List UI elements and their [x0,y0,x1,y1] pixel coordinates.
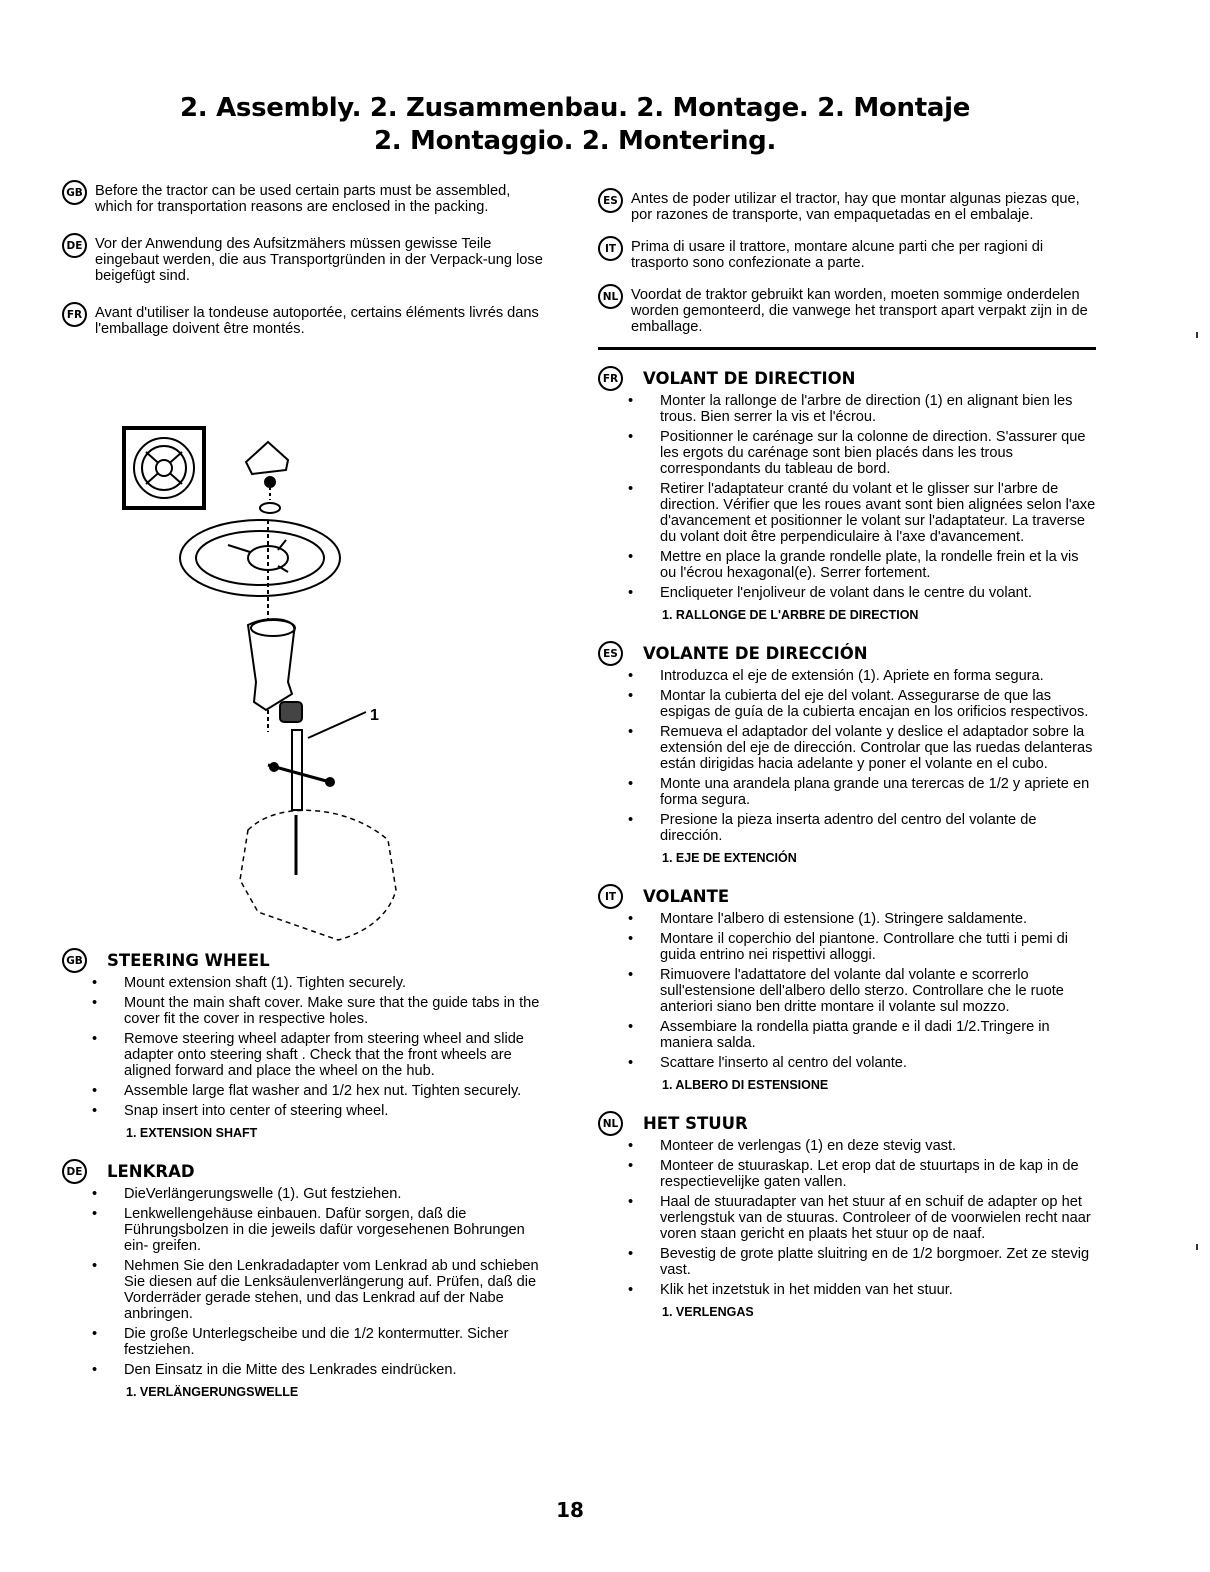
intro-fr [62,305,550,337]
step-de-2: • Lenkwellengehäuse einbauen. Dafür sorgen, daß die Führungsbolzen in die jeweils dafür vorgesehenen Bohrungen ein- greifen. [62,1206,550,1254]
step-es-1: • Introduzca el eje de extensión (1). Apriete en forma segura. [598,668,1096,684]
section-title-es: VOLANTE DE DIRECCIÓN [643,643,868,663]
lang-badge-nl: NL [598,284,623,309]
step-gb-5: • Snap insert into center of steering wheel. [62,1103,550,1119]
caption-es: 1. EJE DE EXTENCIÓN [662,851,797,865]
page-title [0,92,1150,158]
intro-text-it: Prima di usare il trattore, montare alcune parti che per ragioni di trasporto sono confezionate a parte. [631,239,1044,271]
lang-badge-it-section: IT [598,884,623,909]
lang-badge-fr-section: FR [598,366,623,391]
section-title-fr: VOLANT DE DIRECTION [643,368,856,388]
column-housing [240,810,396,940]
steering-assembly-figure [118,420,418,960]
page-title-line-1: 2. Assembly. 2. Zusammenbau. 2. Montage. 2. Montaje [179,93,971,123]
page-number: 18 [556,1498,584,1522]
callout-line [308,712,366,738]
intro-de [62,236,550,284]
caption-gb: 1. EXTENSION SHAFT [126,1126,258,1140]
intro-it [598,239,1096,271]
hex-nut [265,477,275,487]
section-head-de [62,1159,550,1184]
step-es-2: • Montar la cubierta del eje del volant. Assegurarse de que las espigas de guía de la cubierta encajan en los orificios respectivos. [598,688,1096,720]
step-gb-3: • Remove steering wheel adapter from steering wheel and slide adapter onto steering shaft . Check that the front wheels are aligned forward and place the wheel on the hub. [62,1031,550,1079]
step-nl-4: • Bevestig de grote platte sluitring en de 1/2 borgmoer. Zet ze stevig vast. [598,1246,1096,1278]
center-cap [246,442,288,474]
right-column [598,191,1096,1338]
step-fr-4: • Mettre en place la grande rondelle plate, la rondelle frein et la vis ou l'écrou hexagonal(e). Serrer fortement. [598,549,1096,581]
lang-badge-es: ES [598,188,623,213]
step-gb-1: • Mount extension shaft (1). Tighten securely. [62,975,550,991]
intro-nl [598,287,1096,335]
step-gb-4: • Assemble large flat washer and 1/2 hex nut. Tighten securely. [62,1083,550,1099]
intro-gb [62,183,550,215]
step-de-5: • Den Einsatz in die Mitte des Lenkrades eindrücken. [62,1362,550,1378]
steps-de [62,1186,550,1378]
step-de-3: • Nehmen Sie den Lenkradadapter vom Lenkrad ab und schieben Sie diesen auf die Lenksäulenverlängerung auf. Prüfen, daß die Vorderräder gerade stehen, und das Lenkrad auf der Nabe anbringen. [62,1258,550,1322]
step-it-4: • Assembiare la rondella piatta grande e il dadi 1/2.Tringere in maniera salda. [598,1019,1096,1051]
step-es-5: • Presione la pieza inserta adentro del centro del volante de dirección. [598,812,1096,844]
step-it-1: • Montare l'albero di estensione (1). Stringere saldamente. [598,911,1096,927]
page-title-line-2: 2. Montaggio. 2. Montering. [373,126,777,156]
margin-mark [1196,1244,1198,1250]
lang-badge-gb-section: GB [62,948,87,973]
step-es-4: • Monte una arandela plana grande una terercas de 1/2 y apriete en forma segura. [598,776,1096,808]
intro-text-nl: Voordat de traktor gebruikt kan worden, moeten sommige onderdelen worden gemonteerd, die vanwege het transport apart verpakt zijn in de emballage. [631,287,1088,335]
steps-gb [62,975,550,1119]
callout-number: 1 [370,707,379,724]
margin-mark [1196,332,1198,338]
intro-text-gb: Before the tractor can be used certain parts must be assembled, which for transportation reasons are enclosed in the packing. [95,183,511,215]
lang-badge-it: IT [598,236,623,261]
step-it-5: • Scattare l'inserto al centro del volante. [598,1055,1096,1071]
step-nl-5: • Klik het inzetstuk in het midden van het stuur. [598,1282,1096,1298]
section-it [598,884,1096,1093]
steering-assembly-diagram [118,420,418,960]
steps-nl [598,1138,1096,1298]
section-head-it [598,884,1096,909]
lang-badge-nl-section: NL [598,1111,623,1136]
step-nl-3: • Haal de stuuradapter van het stuur af en schuif de adapter op het verlengstuk van de stuuras. Controleer of de voorwielen recht naar voren staan gericht en plaats het stuur op de naaf. [598,1194,1096,1242]
section-head-fr [598,366,1096,391]
section-head-nl [598,1111,1096,1136]
step-nl-1: • Monteer de verlengas (1) en deze stevig vast. [598,1138,1096,1154]
step-es-3: • Remueva el adaptador del volante y deslice el adaptador sobre la extensión del eje de dirección. Controlar que las ruedas delanteras están dirigidas hacia adelante y poner el volante en el cubo. [598,724,1096,772]
section-title-it: VOLANTE [643,886,730,906]
section-de [62,1159,550,1400]
steps-it [598,911,1096,1071]
step-de-4: • Die große Unterlegscheibe und die 1/2 kontermutter. Sicher festziehen. [62,1326,550,1358]
step-fr-2: • Positionner le carénage sur la colonne de direction. S'assurer que les ergots du carénage sont bien placés dans les trous correspondants du tableau de bord. [598,429,1096,477]
section-title-gb: STEERING WHEEL [107,950,270,970]
intro-es [598,191,1096,223]
flat-washer [260,503,280,513]
step-it-2: • Montare il coperchio del piantone. Controllare che tutti i pemi di guida entrino nei rispettivi alloggi. [598,931,1096,963]
section-gb [62,948,550,1141]
section-title-nl: HET STUUR [643,1113,748,1133]
intro-text-es: Antes de poder utilizar el tractor, hay que montar algunas piezas que, por razones de transporte, van empaquetadas en el embalaje. [631,191,1080,223]
section-nl [598,1111,1096,1320]
section-title-de: LENKRAD [107,1161,195,1181]
section-es [598,641,1096,866]
step-fr-3: • Retirer l'adaptateur cranté du volant et le glisser sur l'arbre de direction. Vérifier que les roues avant sont bien alignées selon l'axe d'avancement et positionner le volant sur l'adaptateur. La traverse du volant doit être perpendiculaire à l'axe d'avancement. [598,481,1096,545]
caption-fr: 1. RALLONGE DE L'ARBRE DE DIRECTION [662,608,919,622]
caption-it: 1. ALBERO DI ESTENSIONE [662,1078,829,1092]
caption-de: 1. VERLÄNGERUNGSWELLE [126,1385,299,1399]
section-head-es [598,641,1096,666]
step-fr-1: • Monter la rallonge de l'arbre de direction (1) en alignant bien les trous. Bien serrer la vis et l'écrou. [598,393,1096,425]
step-fr-5: • Encliqueter l'enjoliveur de volant dans le centre du volant. [598,585,1096,601]
lang-badge-de: DE [62,233,87,258]
steps-fr [598,393,1096,601]
lang-badge-es-section: ES [598,641,623,666]
lang-badge-de-section: DE [62,1159,87,1184]
step-nl-2: • Monteer de stuuraskap. Let erop dat de stuurtaps in de kap in de respectievelijke gaten vallen. [598,1158,1096,1190]
wheel-adapter [280,702,302,722]
step-de-1: • DieVerlängerungswelle (1). Gut festziehen. [62,1186,550,1202]
lang-badge-gb: GB [62,180,87,205]
intro-text-de: Vor der Anwendung des Aufsitzmähers müssen gewisse Teile eingebaut werden, die aus Transportgründen in der Verpack-ung lose beigefügt sind. [95,236,543,284]
intro-text-fr: Avant d'utiliser la tondeuse autoportée, certains éléments livrés dans l'emballage doivent être montés. [95,305,539,337]
step-it-3: • Rimuovere l'adattatore del volante dal volante e scorrerlo sull'estensione dell'albero dello sterzo. Controllare che le ruote anteriori siano ben dritte montare il volante sul mozzo. [598,967,1096,1015]
section-fr [598,366,1096,623]
lang-badge-fr: FR [62,302,87,327]
steps-es [598,668,1096,844]
section-divider [598,347,1096,350]
step-gb-2: • Mount the main shaft cover. Make sure that the guide tabs in the cover fit the cover in respective holes. [62,995,550,1027]
extension-shaft [292,730,302,810]
caption-nl: 1. VERLENGAS [662,1305,754,1319]
